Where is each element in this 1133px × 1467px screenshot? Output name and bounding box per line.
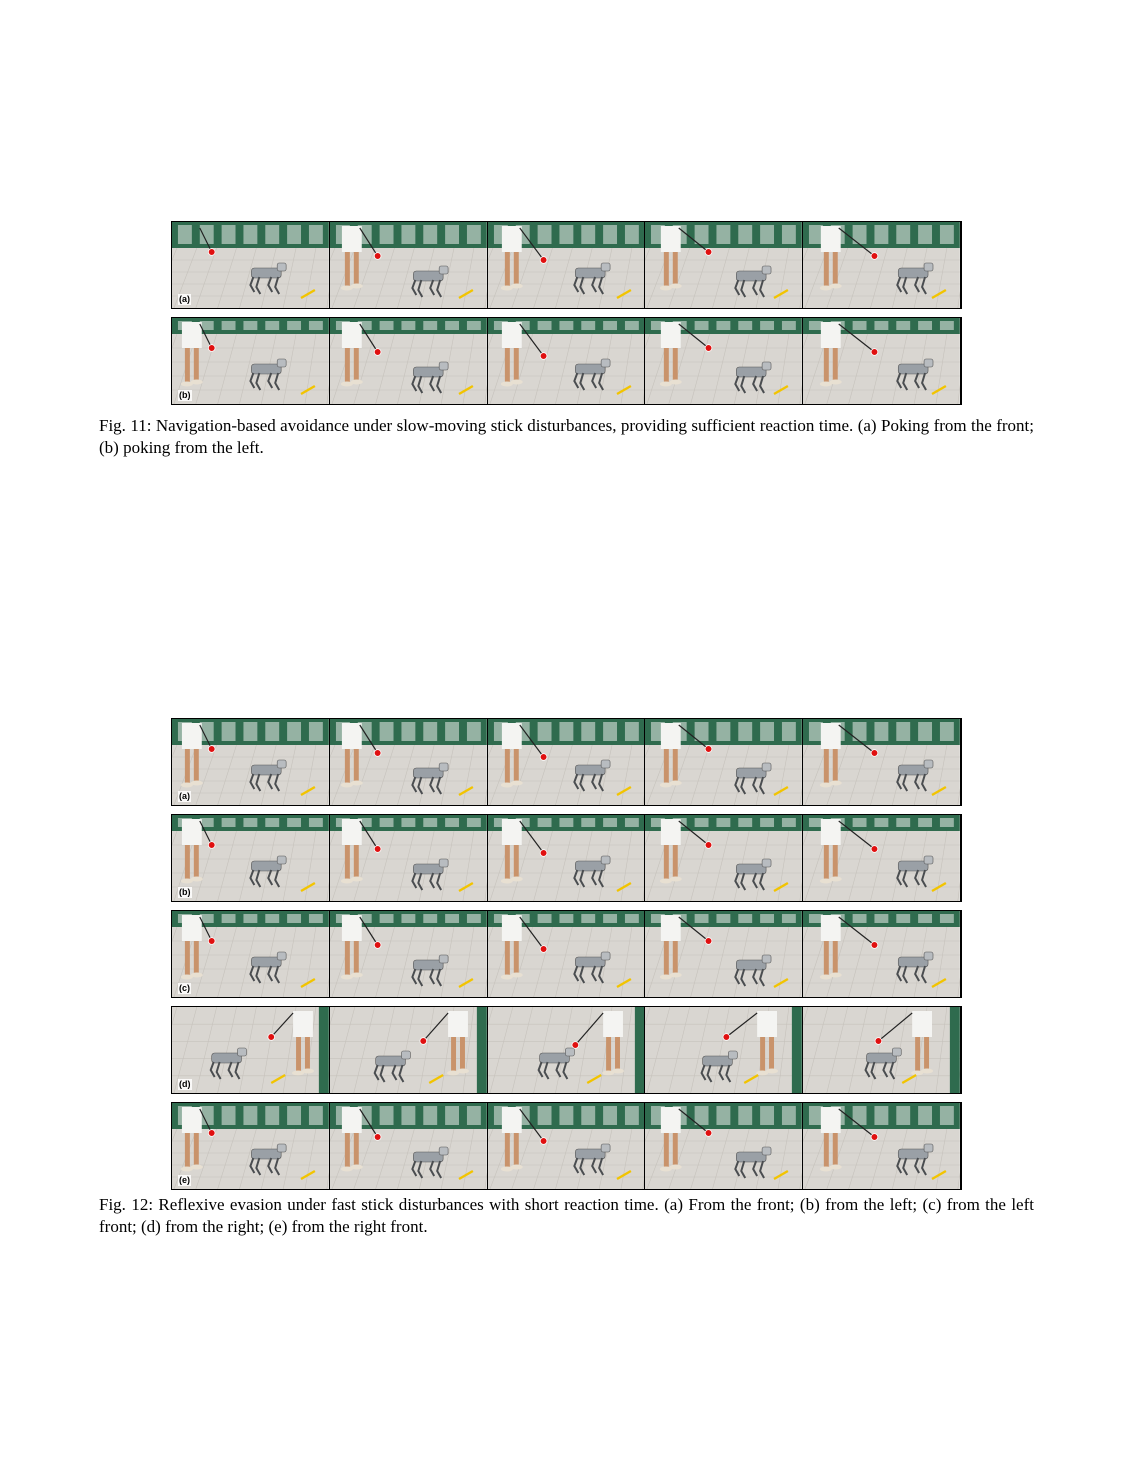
photo-frame	[172, 911, 330, 997]
photo-frame	[803, 719, 961, 805]
photo-image	[488, 318, 645, 404]
row-label: (c)	[179, 983, 190, 993]
photo-frame	[330, 911, 488, 997]
row-label: (a)	[179, 294, 190, 304]
figure-12-row-b	[171, 814, 962, 902]
photo-frame	[172, 222, 330, 308]
row-label: (e)	[179, 1175, 190, 1185]
photo-image	[645, 911, 802, 997]
figure-12-row-c	[171, 910, 962, 998]
photo-image	[488, 1103, 645, 1189]
photo-image	[645, 1103, 802, 1189]
photo-image	[330, 719, 487, 805]
photo-image	[488, 815, 645, 901]
photo-image	[330, 1103, 487, 1189]
figure-12	[171, 718, 962, 1198]
photo-frame	[488, 1103, 646, 1189]
photo-image	[488, 719, 645, 805]
photo-frame	[488, 815, 646, 901]
photo-image	[330, 815, 487, 901]
photo-image	[172, 318, 329, 404]
photo-image	[645, 719, 802, 805]
photo-image	[330, 222, 487, 308]
photo-frame	[330, 318, 488, 404]
photo-image	[330, 318, 487, 404]
photo-frame	[803, 1103, 961, 1189]
photo-image	[172, 815, 329, 901]
photo-image	[645, 222, 802, 308]
figure-11-row-a	[171, 221, 962, 309]
photo-image	[645, 1007, 802, 1093]
photo-image	[330, 1007, 487, 1093]
photo-frame	[803, 911, 961, 997]
photo-frame	[172, 719, 330, 805]
photo-image	[488, 222, 645, 308]
photo-frame	[488, 911, 646, 997]
photo-frame	[330, 719, 488, 805]
photo-image	[803, 1103, 960, 1189]
figure-12-row-a	[171, 718, 962, 806]
photo-image	[330, 911, 487, 997]
figure-12-row-d	[171, 1006, 962, 1094]
photo-image	[803, 719, 960, 805]
row-label: (b)	[179, 887, 191, 897]
photo-frame	[330, 1103, 488, 1189]
figure-11-caption: Fig. 11: Navigation-based avoidance under slow-moving stick disturbances, providing sufficient reaction time. (a) Poking from the front; (b) poking from the left.	[99, 416, 1034, 457]
photo-frame	[330, 1007, 488, 1093]
photo-frame	[803, 222, 961, 308]
photo-frame	[645, 911, 803, 997]
row-label: (a)	[179, 791, 190, 801]
photo-image	[488, 911, 645, 997]
photo-frame	[645, 1007, 803, 1093]
photo-image	[172, 1103, 329, 1189]
photo-frame	[488, 222, 646, 308]
row-label: (b)	[179, 390, 191, 400]
photo-image	[803, 318, 960, 404]
photo-frame	[172, 1007, 330, 1093]
figure-11-row-b	[171, 317, 962, 405]
photo-frame	[330, 815, 488, 901]
photo-image	[488, 1007, 645, 1093]
photo-frame	[803, 1007, 961, 1093]
photo-frame	[172, 1103, 330, 1189]
figure-12-caption: Fig. 12: Reflexive evasion under fast stick disturbances with short reaction time. (a) From the front; (b) from the left; (c) from the left front; (d) from the right; (e) from the right front.	[99, 1195, 1034, 1236]
photo-frame	[645, 815, 803, 901]
photo-image	[803, 815, 960, 901]
photo-frame	[645, 719, 803, 805]
photo-image	[172, 911, 329, 997]
photo-image	[803, 1007, 960, 1093]
photo-frame	[645, 222, 803, 308]
figure-12-row-e	[171, 1102, 962, 1190]
photo-image	[803, 911, 960, 997]
photo-frame	[803, 318, 961, 404]
photo-frame	[488, 719, 646, 805]
photo-image	[645, 815, 802, 901]
photo-frame	[172, 318, 330, 404]
photo-image	[645, 318, 802, 404]
photo-frame	[645, 318, 803, 404]
figure-11	[171, 221, 962, 413]
photo-image	[172, 1007, 329, 1093]
photo-image	[172, 719, 329, 805]
photo-frame	[803, 815, 961, 901]
photo-frame	[645, 1103, 803, 1189]
photo-image	[172, 222, 329, 308]
photo-image	[803, 222, 960, 308]
photo-frame	[330, 222, 488, 308]
photo-frame	[172, 815, 330, 901]
photo-frame	[488, 1007, 646, 1093]
row-label: (d)	[179, 1079, 191, 1089]
photo-frame	[488, 318, 646, 404]
